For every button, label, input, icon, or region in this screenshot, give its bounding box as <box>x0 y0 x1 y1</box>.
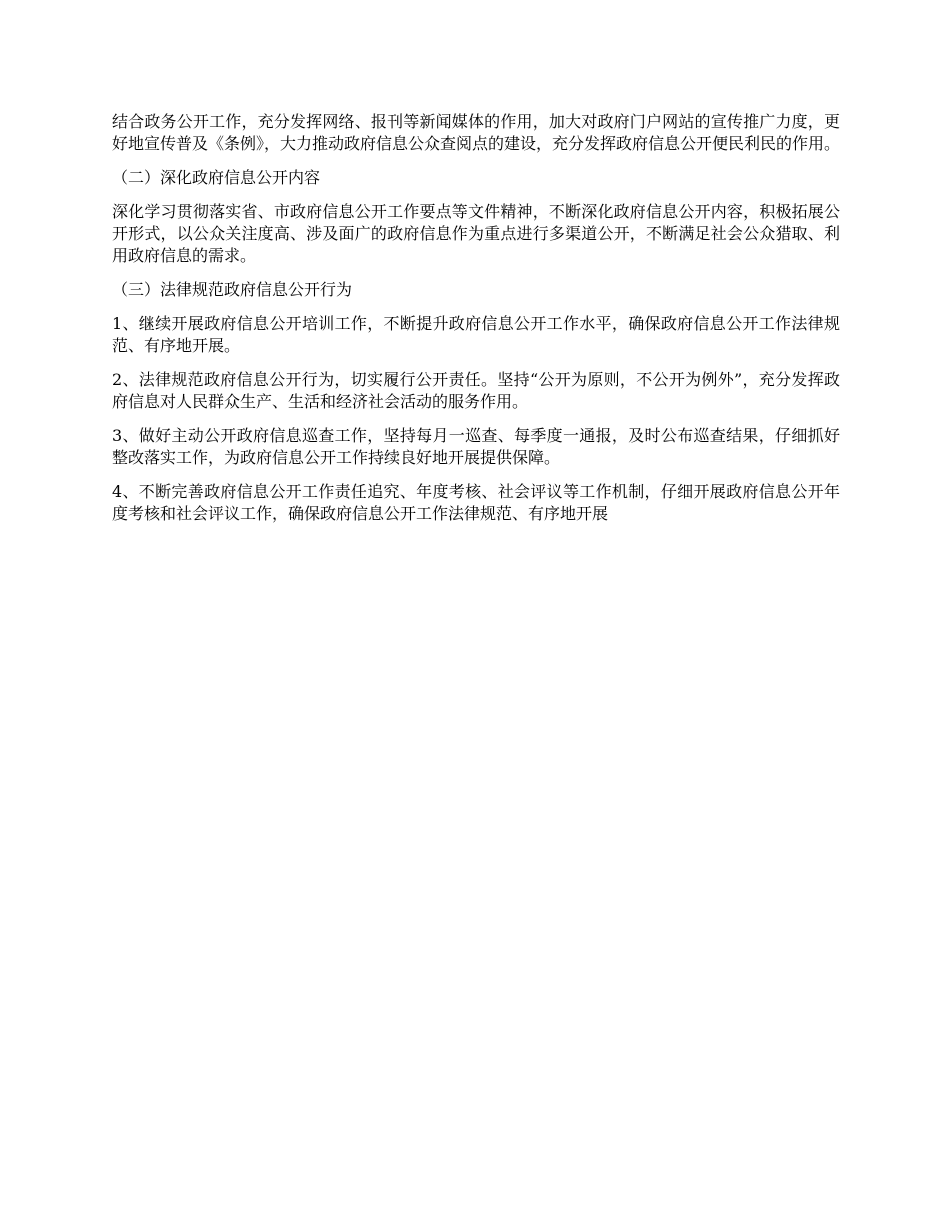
list-item-4: 4、不断完善政府信息公开工作责任追究、年度考核、社会评议等工作机制，仔细开展政府信息公开年度考核和社会评议工作，确保政府信息公开工作法律规范、有序地开展 <box>112 482 840 523</box>
paragraph-media-publicity: 结合政务公开工作，充分发挥网络、报刊等新闻媒体的作用，加大对政府门户网站的宣传推广力度，更好地宣传普及《条例》，大力推动政府信息公众查阅点的建设，充分发挥政府信息公开便民利民的作用。 <box>112 112 841 153</box>
document-body <box>112 111 840 537</box>
list-item-1: 1、继续开展政府信息公开培训工作，不断提升政府信息公开工作水平，确保政府信息公开工作法律规范、有序地开展。 <box>112 314 840 355</box>
section-heading-2: （二）深化政府信息公开内容 <box>112 168 321 187</box>
list-item-3: 3、做好主动公开政府信息巡查工作，坚持每月一巡查、每季度一通报，及时公布巡查结果，仔细抓好整改落实工作，为政府信息公开工作持续良好地开展提供保障。 <box>112 426 840 467</box>
section-heading-3: （三）法律规范政府信息公开行为 <box>112 280 353 299</box>
list-item-2: 2、法律规范政府信息公开行为，切实履行公开责任。坚持“公开为原则，不公开为例外”，充分发挥政府信息对人民群众生产、生活和经济社会活动的服务作用。 <box>112 370 840 411</box>
paragraph-deepen-content: 深化学习贯彻落实省、市政府信息公开工作要点等文件精神，不断深化政府信息公开内容，积极拓展公开形式，以公众关注度高、涉及面广的政府信息作为重点进行多渠道公开，不断满足社会公众猎取、利用政府信息的需求。 <box>112 202 840 265</box>
